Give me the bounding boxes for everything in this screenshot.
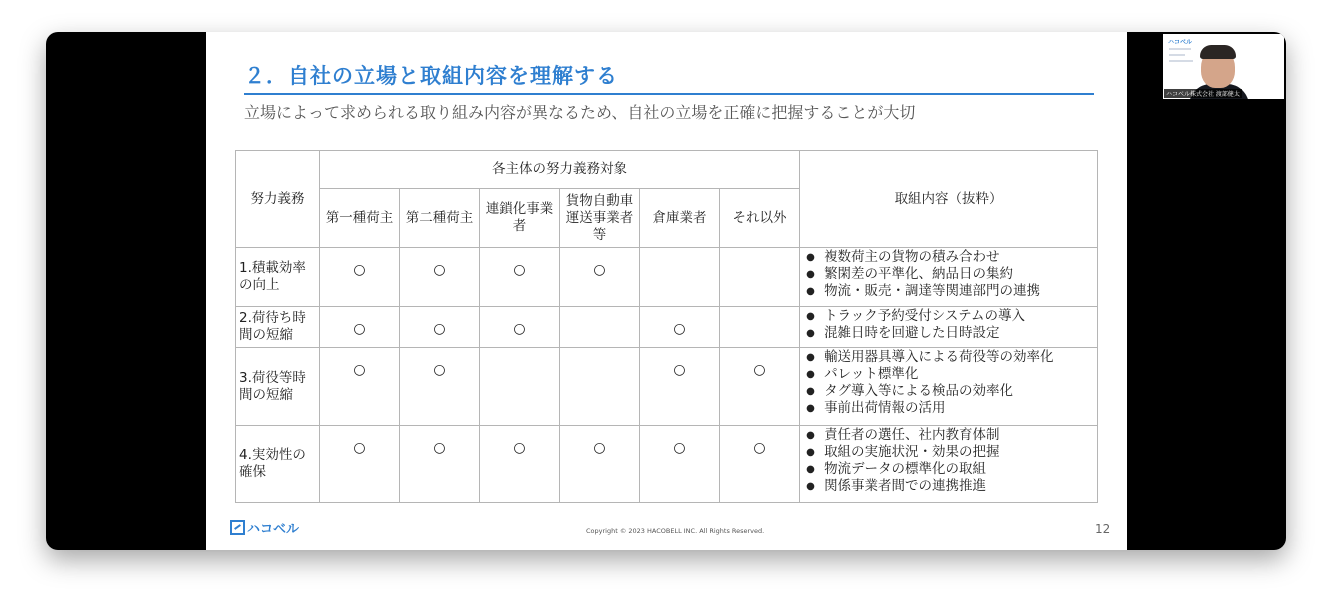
obligation-table bbox=[235, 150, 1098, 503]
mark-cell bbox=[560, 307, 640, 348]
circle-mark: ○ bbox=[593, 440, 606, 456]
header-subject: 連鎖化事業者 bbox=[480, 189, 560, 248]
circle-mark: ○ bbox=[753, 440, 766, 456]
header-subject-group: 各主体の努力義務対象 bbox=[320, 151, 800, 189]
table-row bbox=[236, 307, 1098, 348]
shared-slide bbox=[206, 32, 1127, 550]
footer-logo bbox=[230, 518, 299, 537]
mark-cell bbox=[320, 426, 400, 503]
action-item: ● 関係事業者間での連携推進 bbox=[806, 478, 1097, 495]
mark-cell bbox=[400, 426, 480, 503]
mark-cell bbox=[720, 307, 800, 348]
participant-video-tile[interactable] bbox=[1163, 34, 1284, 99]
mark-cell bbox=[560, 348, 640, 426]
mark-cell bbox=[640, 426, 720, 503]
circle-mark: ○ bbox=[433, 362, 446, 378]
action-item: ● 事前出荷情報の活用 bbox=[806, 400, 1097, 417]
circle-mark: ○ bbox=[433, 440, 446, 456]
circle-mark: ○ bbox=[673, 440, 686, 456]
meeting-window bbox=[46, 32, 1286, 550]
action-item: ● 責任者の選任、社内教育体制 bbox=[806, 427, 1097, 444]
action-item: ● 混雑日時を回避した日時設定 bbox=[806, 325, 1097, 342]
table-row bbox=[236, 248, 1098, 307]
mark-cell bbox=[480, 248, 560, 307]
tile-text-line bbox=[1169, 54, 1185, 56]
mark-cell bbox=[640, 248, 720, 307]
circle-mark: ○ bbox=[593, 262, 606, 278]
action-item: ● 輸送用器具導入による荷役等の効率化 bbox=[806, 349, 1097, 366]
row-label: 4.実効性の確保 bbox=[236, 426, 320, 503]
actions-cell bbox=[800, 307, 1098, 348]
header-actions: 取組内容（抜粋） bbox=[800, 151, 1098, 248]
action-item: ● 物流・販売・調達等関連部門の連携 bbox=[806, 283, 1097, 300]
slide-subtitle: 立場によって求められる取り組み内容が異なるため、自社の立場を正確に把握することが大切 bbox=[244, 103, 916, 122]
hacobell-logo-icon bbox=[230, 520, 245, 535]
action-list bbox=[800, 249, 1097, 300]
circle-mark: ○ bbox=[433, 321, 446, 337]
circle-mark: ○ bbox=[353, 440, 366, 456]
mark-cell bbox=[640, 307, 720, 348]
header-subject: 貨物自動車運送事業者等 bbox=[560, 189, 640, 248]
mark-cell bbox=[400, 348, 480, 426]
table-row bbox=[236, 426, 1098, 503]
actions-cell bbox=[800, 348, 1098, 426]
tile-logo: ハコベル bbox=[1168, 39, 1193, 46]
footer-logo-text: ハコベル bbox=[247, 522, 300, 537]
mark-cell bbox=[480, 348, 560, 426]
table-row bbox=[236, 348, 1098, 426]
mark-cell bbox=[320, 248, 400, 307]
mark-cell bbox=[320, 307, 400, 348]
action-item: ● パレット標準化 bbox=[806, 366, 1097, 383]
actions-cell bbox=[800, 426, 1098, 503]
header-subject: 第二種荷主 bbox=[400, 189, 480, 248]
mark-cell bbox=[560, 248, 640, 307]
copyright-text: Copyright © 2023 HACOBELL INC. All Rights Reserved. bbox=[586, 527, 765, 535]
row-label: 3.荷役等時間の短縮 bbox=[236, 348, 320, 426]
participant-name-label: ハコベル株式会社 渡部健太 bbox=[1166, 91, 1240, 98]
action-item: ● 繁閑差の平準化、納品日の集約 bbox=[806, 266, 1097, 283]
circle-mark: ○ bbox=[673, 362, 686, 378]
header-subject: 倉庫業者 bbox=[640, 189, 720, 248]
mark-cell bbox=[640, 348, 720, 426]
header-subject: 第一種荷主 bbox=[320, 189, 400, 248]
tile-text-line bbox=[1169, 60, 1193, 62]
circle-mark: ○ bbox=[513, 262, 526, 278]
mark-cell bbox=[560, 426, 640, 503]
action-item: ● トラック予約受付システムの導入 bbox=[806, 308, 1097, 325]
page-number: 12 bbox=[1095, 522, 1111, 536]
circle-mark: ○ bbox=[353, 362, 366, 378]
header-effort-obligation: 努力義務 bbox=[236, 151, 320, 248]
tile-text-line bbox=[1169, 48, 1191, 50]
mark-cell bbox=[400, 248, 480, 307]
action-item: ● 物流データの標準化の取組 bbox=[806, 461, 1097, 478]
action-list bbox=[800, 349, 1097, 417]
row-label: 1.積載効率の向上 bbox=[236, 248, 320, 307]
title-underline bbox=[244, 93, 1094, 95]
circle-mark: ○ bbox=[753, 362, 766, 378]
mark-cell bbox=[720, 426, 800, 503]
circle-mark: ○ bbox=[513, 321, 526, 337]
mark-cell bbox=[480, 307, 560, 348]
slide-title: ２．自社の立場と取組内容を理解する bbox=[244, 64, 618, 88]
mark-cell bbox=[720, 348, 800, 426]
actions-cell bbox=[800, 248, 1098, 307]
circle-mark: ○ bbox=[673, 321, 686, 337]
circle-mark: ○ bbox=[433, 262, 446, 278]
mark-cell bbox=[720, 248, 800, 307]
mark-cell bbox=[320, 348, 400, 426]
participant-hair bbox=[1200, 45, 1236, 59]
action-item: ● 複数荷主の貨物の積み合わせ bbox=[806, 249, 1097, 266]
row-label: 2.荷待ち時間の短縮 bbox=[236, 307, 320, 348]
mark-cell bbox=[480, 426, 560, 503]
circle-mark: ○ bbox=[513, 440, 526, 456]
action-list bbox=[800, 427, 1097, 495]
action-item: ● 取組の実施状況・効果の把握 bbox=[806, 444, 1097, 461]
circle-mark: ○ bbox=[353, 262, 366, 278]
action-list bbox=[800, 308, 1097, 342]
mark-cell bbox=[400, 307, 480, 348]
header-subject: それ以外 bbox=[720, 189, 800, 248]
action-item: ● タグ導入等による検品の効率化 bbox=[806, 383, 1097, 400]
circle-mark: ○ bbox=[353, 321, 366, 337]
